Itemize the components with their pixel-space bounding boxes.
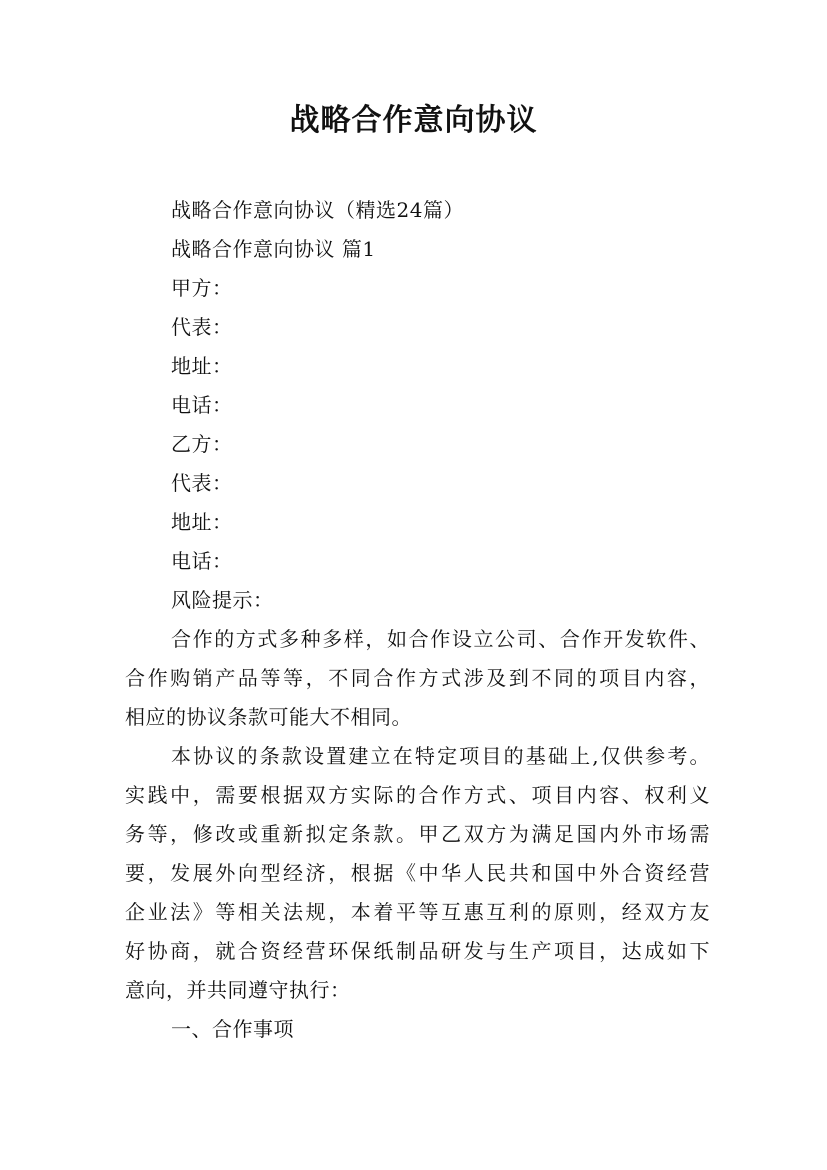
text-line: 相应的协议条款可能大不相同。 [125, 705, 412, 729]
text-line: 好协商，就合资经营环保纸制品研发与生产项目，达成如下 [125, 939, 710, 963]
text-line: 电话： [171, 393, 233, 417]
text-line: 风险提示： [171, 588, 274, 612]
text-line: 本协议的条款设置建立在特定项目的基础上,仅供参考。 [171, 744, 710, 768]
document-body [125, 191, 710, 1049]
text-line: 一、合作事项 [171, 1017, 294, 1041]
text-line: 电话： [171, 549, 233, 573]
text-line: 务等，修改或重新拟定条款。甲乙双方为满足国内外市场需 [125, 822, 710, 846]
text-line: 战略合作意向协议（精选24篇） [171, 198, 464, 222]
document-title: 战略合作意向协议 [289, 103, 538, 138]
text-line: 乙方： [171, 432, 233, 456]
text-line: 实践中，需要根据双方实际的合作方式、项目内容、权利义 [125, 783, 710, 807]
text-line: 合作的方式多种多样，如合作设立公司、合作开发软件、 [171, 627, 710, 651]
text-line: 企业法》等相关法规，本着平等互惠互利的原则，经双方友 [125, 900, 710, 924]
text-line: 意向，并共同遵守执行： [125, 978, 351, 1002]
text-line: 要，发展外向型经济，根据《中华人民共和国中外合资经营 [125, 861, 710, 885]
text-line: 代表： [171, 315, 233, 339]
text-line: 代表： [171, 471, 233, 495]
text-line: 地址： [171, 510, 233, 534]
text-line: 合作购销产品等等，不同合作方式涉及到不同的项目内容， [125, 666, 710, 690]
text-line: 地址： [171, 354, 233, 378]
text-line: 战略合作意向协议 篇1 [171, 237, 376, 261]
text-line: 甲方： [171, 276, 233, 300]
